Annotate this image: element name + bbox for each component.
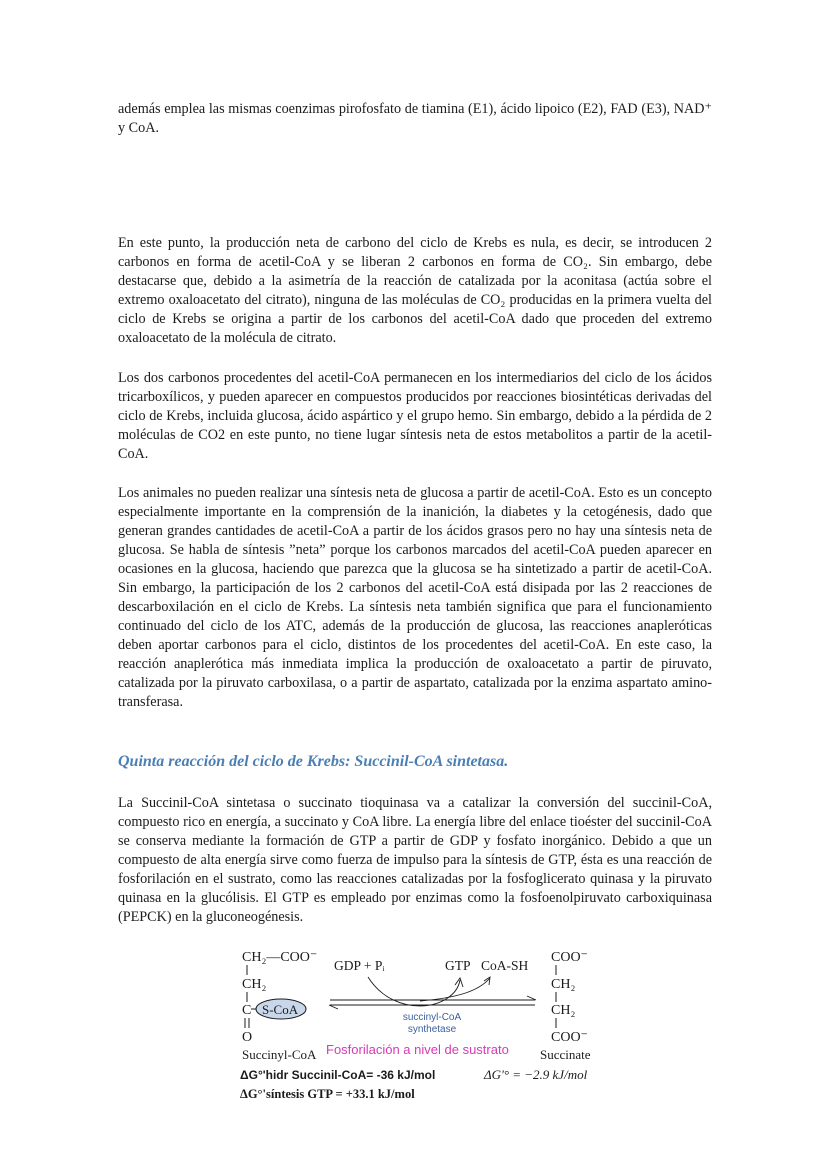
reverse-arrowhead-icon	[329, 1005, 338, 1009]
product-coa-sh: CoA-SH	[481, 958, 529, 973]
succinyl-oxygen: O	[242, 1030, 253, 1045]
succinate-coo-bottom: COO⁻	[551, 1030, 588, 1045]
enzyme-name-line1: succinyl-CoA	[402, 1012, 462, 1023]
delta-g-reaction: ΔG'° = −2.9 kJ/mol	[484, 1067, 588, 1082]
substrate-phosphorylation-annotation: Fosforilación a nivel de sustrato	[326, 1042, 509, 1057]
succinyl-ch2-coo: CH₂—COO⁻	[242, 950, 318, 965]
delta-g-hydrolysis: ΔG°'hidr Succinil-CoA= -36 kJ/mol	[240, 1068, 436, 1082]
forward-arrowhead-icon	[527, 996, 536, 1000]
enzyme-name-line2: synthetase	[407, 1024, 457, 1035]
paragraph-glucose-synthesis: Los animales no pueden realizar una síntesis neta de glucosa a partir de acetil-CoA. Esto es un concepto especialmente importante en la comprensión de la inanición, la diabetes y la cetogénesis, dado que generan grandes cantidades de acetil-CoA a partir de los ácidos grasos pero no hay una síntesis neta de glucosa. Se habla de síntesis ”neta” porque los carbonos marcados del acetil-CoA pueden aparecer en ocasiones en la glucosa, haciendo que parezca que la glucosa se ha sintetizado a partir de acetil-CoA. Sin embargo, la participación de los 2 carbonos del acetil-CoA está disipada por las 2 reacciones de descarboxilación en el ciclo de Krebs. La síntesis neta también significa que para el funcionamiento continuado del ciclo de los ATC, además de la producción de glucosa, las reacciones anapleróticas deben aportar carbonos para el ciclo, distintos de los procedentes del acetil-CoA. En este caso, la reacción anaplerótica más inmediata implica la producción de oxaloacetato a partir de piruvato, catalizada por la piruvato carboxilasa, o a partir de aspartato, catalizada por la enzima aspartato amino-transferasa.	[118, 485, 712, 710]
section-heading: Quinta reacción del ciclo de Krebs: Succinil-CoA sintetasa.	[118, 753, 509, 770]
succinyl-scoa: S-CoA	[262, 1002, 299, 1017]
succinate-label: Succinate	[540, 1047, 591, 1062]
paragraph-acetyl-carbons: Los dos carbonos procedentes del acetil-CoA permanecen en los intermediarios del ciclo de los ácidos tricarboxílicos, y pueden aparecer en compuestos producidos por reacciones biosintéticas derivadas del ciclo de Krebs, incluida glucosa, ácido aspártico y el grupo hemo. Sin embargo, debido a la pérdida de 2 moléculas de CO2 en este punto, no tiene lugar síntesis neta de estos metabolitos a partir de la acetil-CoA.	[118, 370, 712, 462]
paragraph-succinyl-coa-synthetase: La Succinil-CoA sintetasa o succinato tioquinasa va a catalizar la conversión del succinil-CoA, compuesto rico en energía, a succinato y CoA libre. La energía libre del enlace tioéster del succinil-CoA se conserva mediante la formación de GTP a partir de GDP y fosfato inorgánico. Debido a que un compuesto de alta energía sirve como fuerza de impulso para la síntesis de GTP, ésta es una reacción de fosforilación en el sustrato, como las reacciones catalizadas por la fosfoglicerato quinasa y la piruvato quinasa en la glucólisis. El GTP es empleado por enzimas como la fosfoenolpiruvato carboxiquinasa (PEPCK) en la gluconeogénesis.	[118, 795, 712, 925]
reactants-gdp-pi: GDP + Pᵢ	[334, 958, 385, 973]
product-gtp: GTP	[445, 958, 471, 973]
succinyl-carbonyl-c: C	[242, 1003, 252, 1018]
succinate-ch2-b: CH₂	[551, 1003, 576, 1018]
succinyl-coa-label: Succinyl-CoA	[242, 1047, 317, 1062]
succinyl-ch2: CH₂	[242, 977, 267, 992]
succinate-coo-top: COO⁻	[551, 950, 588, 965]
cofactor-curve-arrow	[368, 977, 460, 1006]
succinate-ch2-a: CH₂	[551, 977, 576, 992]
paragraph-net-carbon: En este punto, la producción neta de carbono del ciclo de Krebs es nula, es decir, se introducen 2 carbonos en forma de acetil-CoA y se liberan 2 carbonos en forma de CO₂. Sin embargo, debe destacarse que, debido a la asimetría de la reacción de catalizada por la aconitasa (actúa sobre el extremo oxaloacetato del citrato), ninguna de las moléculas de CO₂ producidas en la primera vuelta del ciclo de Krebs se origina a partir de los carbonos del acetil-CoA dado que proceden del extremo oxaloacetato de la molécula de citrato.	[118, 235, 712, 346]
cofactor-curve-arrow	[420, 978, 490, 1001]
delta-g-synthesis: ΔG°'síntesis GTP = +33.1 kJ/mol	[240, 1087, 415, 1101]
paragraph-coenzymes: además emplea las mismas coenzimas pirofosfato de tiamina (E1), ácido lipoico (E2), FAD (E3), NAD⁺ y CoA.	[118, 101, 712, 136]
